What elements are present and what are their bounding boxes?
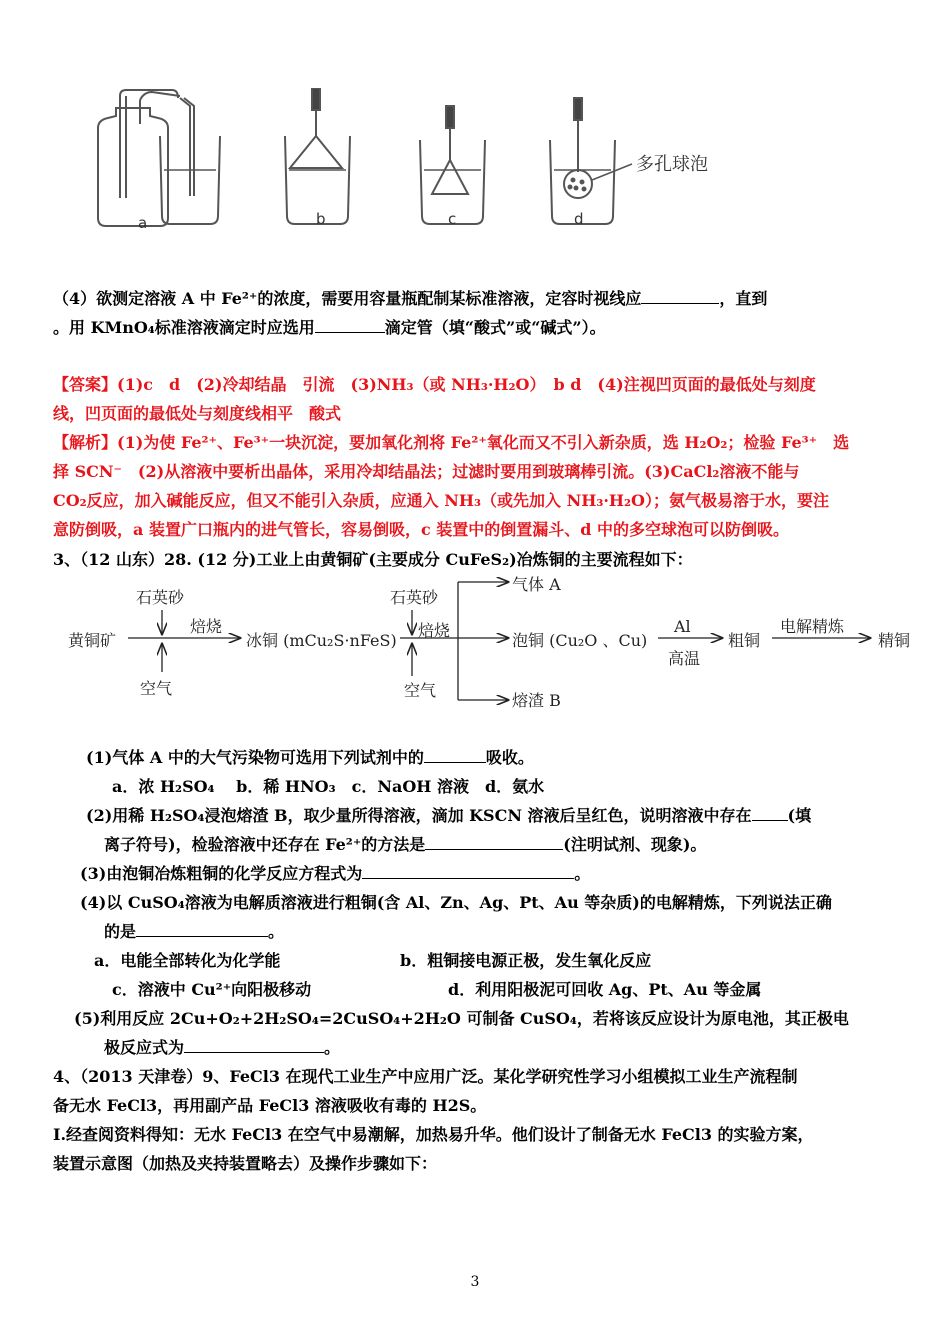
q4-line1: （4）欲测定溶液 A 中 Fe²⁺的浓度，需要用容量瓶配制某标准溶液，定容时视线应 ，直到 (53, 289, 768, 308)
flow-diagram (60, 572, 930, 717)
label-c: c (448, 210, 457, 228)
blank[interactable] (184, 1038, 324, 1053)
q4x-line1: 4、（2013 天津卷）9、FeCl3 在现代工业生产中应用广泛。某化学研究性学习小组模拟工业生产流程制 (53, 1067, 798, 1086)
node-chalcopyrite: 黄铜矿 (68, 631, 117, 650)
q3-4-option-d: d．利用阳极泥可回收 Ag、Pt、Au 等金属 (448, 980, 762, 999)
q4x-line4: 装置示意图（加热及夹持装置略去）及操作步骤如下： (53, 1154, 438, 1173)
node-blister-copper-raw: 泡铜 (Cu₂O 、Cu) (512, 631, 648, 650)
label-b: b (316, 210, 326, 228)
q3-4-option-a: a．电能全部转化为化学能 (94, 951, 281, 970)
label-d: d (574, 210, 584, 228)
q3-2-line1: (2)用稀 H₂SO₄浸泡熔渣 B，取少量所得溶液，滴加 KSCN 溶液后呈红色，说明溶液中存在 (填 (86, 806, 812, 825)
page-number: 3 (470, 1274, 480, 1290)
q3-1: (1)气体 A 中的大气污染物可选用下列试剂中的 吸收。 (86, 748, 534, 767)
apparatus-figure (80, 88, 760, 233)
q3-1-options: a．浓 H₂SO₄ b．稀 HNO₃ c．NaOH 溶液 d．氨水 (112, 777, 545, 796)
q3-2-line2: 离子符号)，检验溶液中还存在 Fe²⁺的方法是 (注明试剂、现象)。 (104, 835, 707, 854)
funnel-c (432, 160, 468, 194)
wash-bottle (98, 108, 168, 226)
node-refined-copper: 精铜 (878, 631, 911, 650)
q3-5-line1: (5)利用反应 2Cu+O₂+2H₂SO₄=2CuSO₄+2H₂O 可制备 CuSO₄，若将该反应设计为原电池，其正极电 (74, 1009, 849, 1028)
analysis-line4: 意防倒吸，a 装置广口瓶内的进气管长，容易倒吸，c 装置中的倒置漏斗、d 中的多空球泡可以防倒吸。 (53, 520, 790, 539)
q4x-line3: I.经查阅资料得知：无水 FeCl3 在空气中易潮解，加热易升华。他们设计了制备无水 FeCl3 的实验方案， (53, 1125, 814, 1144)
blank[interactable] (424, 748, 486, 763)
node-matte: 冰铜 (mCu₂S·nFeS) (246, 631, 397, 650)
label-high-temp: 高温 (668, 649, 701, 668)
label-a: a (138, 214, 148, 232)
label-electrorefine: 电解精炼 (780, 617, 845, 636)
blank[interactable] (362, 864, 574, 879)
blank[interactable] (315, 318, 385, 333)
q3-4-line2: 的是 。 (104, 922, 285, 941)
label-air-1: 空气 (140, 679, 173, 698)
node-crude-copper: 粗铜 (728, 631, 761, 650)
analysis-line2: 择 SCN⁻ (2)从溶液中要析出晶体，采用冷却结晶法；过滤时要用到玻璃棒引流。(3)CaCl₂溶液不能与 (53, 462, 800, 481)
blank[interactable] (641, 289, 719, 304)
q4x-line2: 备无水 FeCl3，再用副产品 FeCl3 溶液吸收有毒的 H2S。 (53, 1096, 487, 1115)
blank[interactable] (136, 922, 268, 937)
analysis-line3: CO₂反应，加入碱能反应，但又不能引入杂质，应通入 NH₃（或先加入 NH₃·H₂O）；氨气极易溶于水，要注 (53, 491, 829, 510)
porous-bulb (564, 170, 592, 198)
q3-5-line2: 极反应式为 。 (104, 1038, 341, 1057)
q3-4-option-c: c．溶液中 Cu²⁺向阳极移动 (112, 980, 312, 999)
label-al: Al (674, 617, 691, 636)
label-air-2: 空气 (404, 681, 437, 700)
node-slag-b: 熔渣 B (512, 691, 561, 710)
q3-4-line1: (4)以 CuSO₄溶液为电解质溶液进行粗铜(含 Al、Zn、Ag、Pt、Au 等杂质)的电解精炼，下列说法正确 (80, 893, 832, 912)
label-roast-1: 焙烧 (190, 617, 223, 636)
blank[interactable] (752, 806, 788, 821)
funnel-b (290, 136, 342, 168)
analysis-line1: 【解析】(1)为使 Fe²⁺、Fe³⁺一块沉淀，要加氧化剂将 Fe²⁺氧化而又不引入新杂质，选 H₂O₂；检验 Fe³⁺ 选 (53, 433, 850, 452)
label-roast-2: 焙烧 (418, 621, 451, 640)
label-quartz-sand-2: 石英砂 (390, 588, 439, 607)
q3-heading: 3、（12 山东）28. (12 分)工业上由黄铜矿(主要成分 CuFeS₂)冶炼铜的主要流程如下： (53, 550, 693, 569)
answer-line2: 线，凹页面的最低处与刻度线相平 酸式 (53, 404, 342, 423)
q4-line2: 。用 KMnO₄标准溶液滴定时应选用 滴定管（填“酸式”或“碱式”）。 (53, 318, 606, 337)
answer-line1: 【答案】(1)c d (2)冷却结晶 引流 (3)NH₃（或 NH₃·H₂O） b d (4)注视凹页面的最低处与刻度 (53, 375, 816, 394)
node-gas-a: 气体 A (512, 575, 561, 594)
q3-3: (3)由泡铜冶炼粗铜的化学反应方程式为 。 (80, 864, 591, 883)
callout-porous-bulb: 多孔球泡 (636, 154, 708, 175)
blank[interactable] (425, 835, 563, 850)
q3-4-option-b: b．粗铜接电源正极，发生氧化反应 (400, 951, 652, 970)
label-quartz-sand-1: 石英砂 (136, 588, 185, 607)
